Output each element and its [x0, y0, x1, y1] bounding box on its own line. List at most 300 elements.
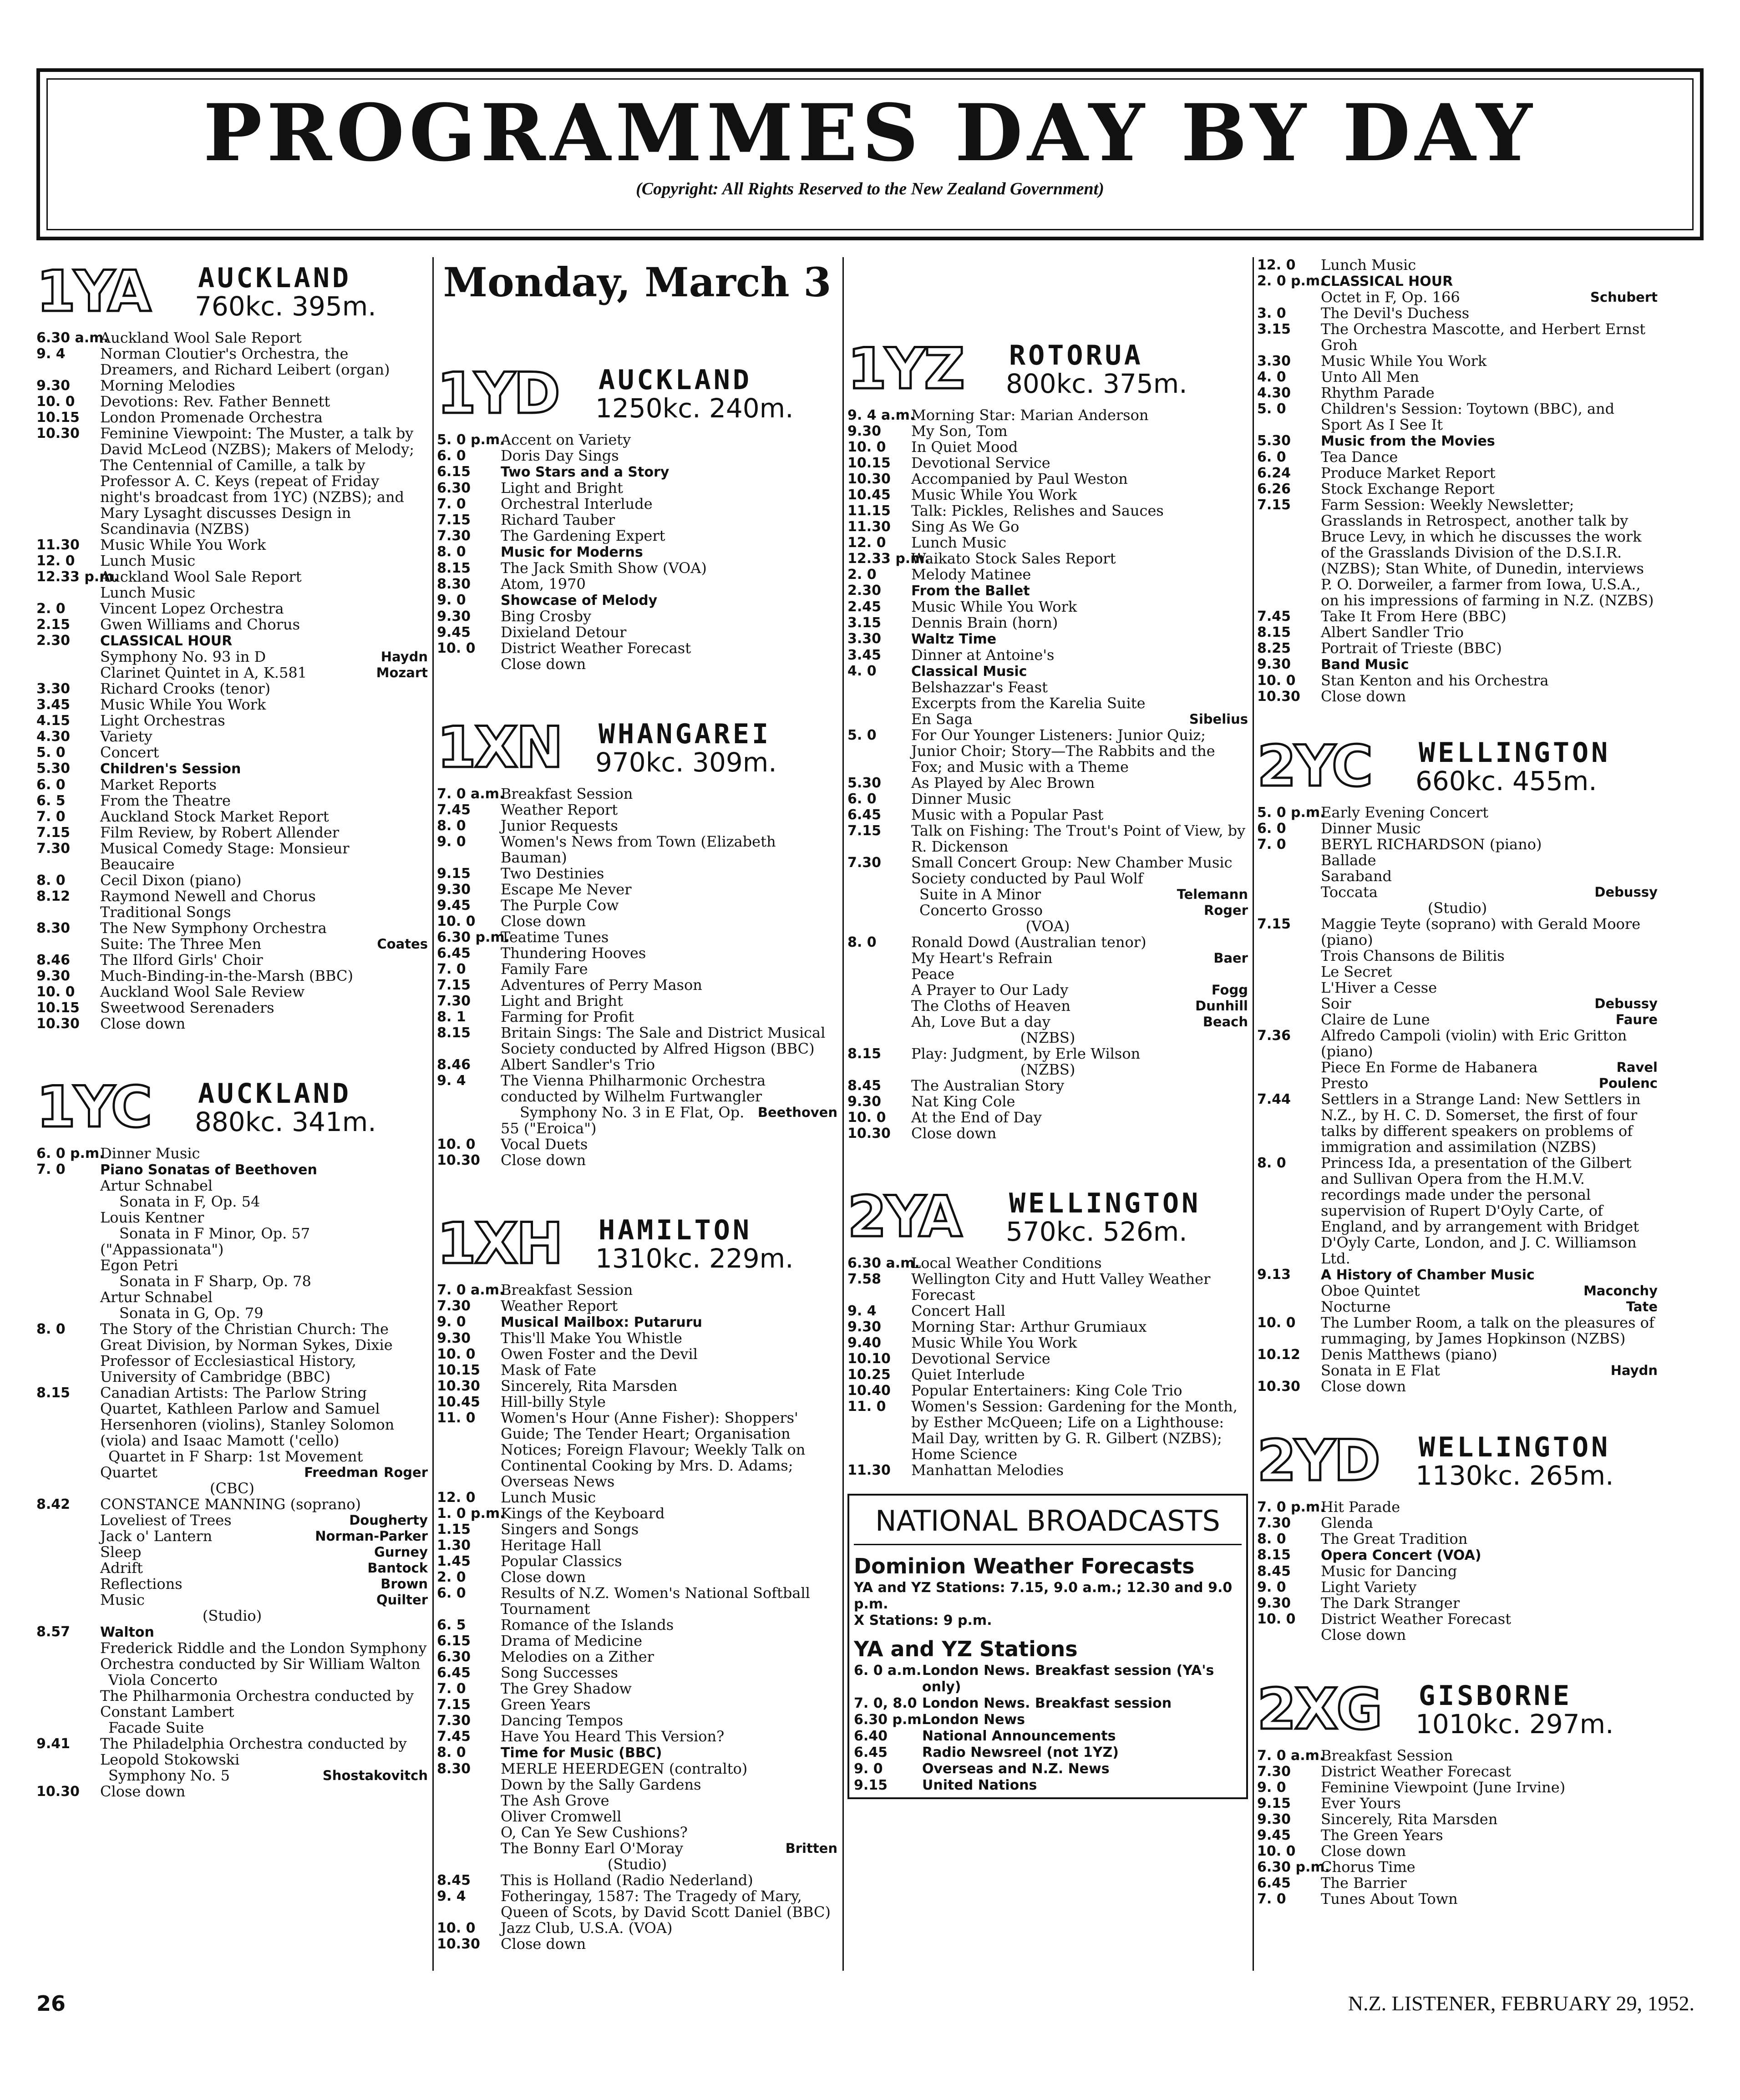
programme-time: 9. 0 — [1257, 1579, 1286, 1595]
programme-title: Talk on Fishing: The Trout's Point of View, by R. Dickenson — [911, 822, 1246, 855]
programme-row — [847, 583, 1248, 599]
programme-row — [437, 1872, 837, 1888]
programme-title: Concerto Grosso — [919, 902, 1043, 919]
programme-time: 9. 4 — [437, 1073, 466, 1089]
programme-title: En Saga — [911, 710, 973, 728]
programme-time: 9. 0 — [437, 1314, 466, 1330]
programme-title: The Ilford Girls' Choir — [100, 951, 263, 969]
station-header — [36, 1075, 428, 1139]
composer: Brown — [380, 1576, 428, 1592]
programme-time: 6. 5 — [36, 793, 66, 809]
programme-title: District Weather Forecast — [1321, 1763, 1512, 1780]
programme-row — [847, 982, 1248, 998]
programme-row — [437, 1537, 837, 1553]
programme-time: 9.40 — [847, 1335, 882, 1351]
programme-row — [1257, 1499, 1658, 1515]
programme-time: 10. 0 — [36, 394, 75, 410]
composer: Ravel — [1616, 1060, 1658, 1075]
spacer — [1257, 1643, 1658, 1675]
programme-title: Symphony No. 3 in E Flat, Op. 55 ("Eroica") — [501, 1104, 745, 1137]
programme-title: Musical Comedy Stage: Monsieur Beaucaire — [100, 840, 350, 873]
programme-row — [36, 1146, 428, 1162]
programme-time: 6. 0 — [847, 791, 877, 807]
programme-time: 7.15 — [1257, 916, 1291, 932]
programme-row — [1257, 1531, 1658, 1547]
programme-title: This is Holland (Radio Nederland) — [501, 1872, 753, 1889]
programme-row — [36, 569, 428, 585]
composer: Sibelius — [1189, 711, 1248, 727]
programme-title: Light and Bright — [501, 479, 623, 497]
programme-time: 11.30 — [847, 519, 891, 535]
programme-title: Richard Tauber — [501, 511, 615, 528]
programme-time: 11. 0 — [847, 1399, 886, 1415]
programme-title: Drama of Medicine — [501, 1632, 643, 1649]
programme-row — [1257, 1012, 1658, 1028]
programme-title: Raymond Newell and Chorus — [100, 888, 316, 905]
programme-time: 9.45 — [1257, 1827, 1291, 1843]
station-callsign: 1XN — [437, 715, 562, 781]
programme-title: Close down — [501, 1568, 586, 1586]
programme-title: Close down — [100, 1015, 186, 1032]
programme-title: Feminine Viewpoint (June Irvine) — [1321, 1779, 1566, 1796]
programme-row — [36, 1321, 428, 1385]
programme-row — [1257, 1091, 1658, 1155]
national-row — [854, 1663, 1242, 1695]
spacer — [437, 672, 837, 713]
composer: Haydn — [1610, 1363, 1658, 1378]
station-callsign: 1YZ — [847, 336, 963, 402]
programme-title: The Ash Grove — [501, 1792, 609, 1809]
programme-row — [36, 1608, 428, 1624]
programme-row — [36, 745, 428, 761]
programme-title: The Gardening Expert — [501, 527, 665, 544]
programme-row — [437, 1665, 837, 1681]
programme-row — [1257, 353, 1658, 369]
programme-title: BERYL RICHARDSON (piano) — [1321, 836, 1542, 853]
programme-time: 6.45 — [437, 945, 471, 961]
programme-title: Norman Cloutier's Orchestra, the Dreamers, and Richard Leibert (organ) — [100, 345, 390, 378]
programme-row — [36, 952, 428, 968]
programme-time: 10. 0 — [1257, 1843, 1296, 1859]
station-2ya — [847, 1185, 1248, 1478]
programme-title: District Weather Forecast — [1321, 1610, 1512, 1628]
programme-title: Light Variety — [1321, 1578, 1417, 1596]
composer: Dougherty — [349, 1512, 428, 1528]
programme-time: 3.15 — [847, 615, 882, 631]
programme-time: 8.30 — [437, 1761, 471, 1777]
programme-title: Dinner at Antoine's — [911, 646, 1055, 664]
programme-title: Music from the Movies — [1321, 433, 1495, 449]
programme-time: 5.30 — [36, 761, 71, 776]
programme-time: 6.45 — [854, 1745, 888, 1760]
programme-title: Local Weather Conditions — [911, 1254, 1102, 1272]
programme-row — [36, 1258, 428, 1273]
programme-title: National Announcements — [922, 1728, 1116, 1744]
programme-title: Le Secret — [1321, 963, 1392, 980]
programme-title: A Prayer to Our Lady — [911, 981, 1069, 999]
programme-time: 11.30 — [847, 1462, 891, 1478]
programme-row — [437, 592, 837, 609]
programme-time: 9.30 — [847, 1094, 882, 1110]
programme-title: The Barrier — [1321, 1874, 1407, 1892]
composer: Haydn — [380, 649, 428, 664]
masthead — [36, 68, 1704, 240]
national-row — [854, 1712, 1242, 1728]
column-rule — [842, 257, 844, 1971]
programme-row — [437, 1553, 837, 1569]
programme-time: 9. 0 — [1257, 1780, 1286, 1796]
programme-title: Close down — [501, 1935, 586, 1953]
programme-time: 8.25 — [1257, 640, 1291, 656]
national-row — [854, 1777, 1242, 1794]
programme-row — [36, 1624, 428, 1640]
programme-row — [1257, 689, 1658, 705]
programme-title: Vocal Duets — [501, 1136, 588, 1153]
programme-row — [36, 330, 428, 346]
programme-title: Quartet in F Sharp: 1st Movement — [108, 1448, 363, 1465]
programme-title: Adventures of Perry Mason — [501, 976, 702, 994]
programme-time: 6. 0 — [1257, 449, 1286, 465]
programme-title: (Studio) — [1427, 899, 1487, 917]
programme-time: 2. 0 p.m. — [1257, 273, 1325, 289]
programme-title: Oliver Cromwell — [501, 1808, 622, 1825]
programme-title: Adrift — [100, 1559, 143, 1577]
programme-title: At the End of Day — [911, 1109, 1042, 1126]
programme-row — [847, 695, 1248, 711]
programme-row — [847, 407, 1248, 423]
programme-title: Toccata — [1321, 883, 1378, 901]
programme-title: My Son, Tom — [911, 422, 1008, 440]
programme-time: 6.24 — [1257, 465, 1291, 481]
programme-time: 10. 0 — [437, 640, 476, 656]
programme-title: Facade Suite — [108, 1719, 204, 1736]
programme-row — [437, 1314, 837, 1330]
spacer — [847, 257, 1248, 335]
programme-row — [847, 1030, 1248, 1046]
programme-time: 8.45 — [1257, 1563, 1291, 1579]
programme-row — [437, 1394, 837, 1410]
programme-title: Sonata in G, Op. 79 — [119, 1304, 264, 1322]
programme-title: (Studio) — [607, 1856, 667, 1873]
programme-row — [847, 1399, 1248, 1462]
programme-time: 7.15 — [437, 1697, 471, 1713]
programme-title: Lunch Music — [911, 534, 1007, 551]
masthead-inner-border — [46, 78, 1694, 230]
programme-title: Breakfast Session — [1321, 1747, 1453, 1764]
programme-time: 8.15 — [1257, 1547, 1291, 1563]
programme-title: Two Stars and a Story — [501, 464, 670, 480]
programme-row — [847, 1303, 1248, 1319]
programme-title: The Grey Shadow — [501, 1680, 632, 1697]
programme-title: Morning Star: Marian Anderson — [911, 406, 1149, 424]
programme-row — [847, 1335, 1248, 1351]
programme-row — [847, 631, 1248, 647]
programme-row — [36, 1273, 428, 1289]
programme-row — [847, 1383, 1248, 1399]
programme-row — [437, 802, 837, 818]
programme-row — [437, 1506, 837, 1522]
programme-row — [437, 1713, 837, 1729]
composer: Quilter — [376, 1592, 428, 1608]
programme-title: Results of N.Z. Women's National Softball Tournament — [501, 1584, 810, 1618]
programme-row — [1257, 916, 1658, 948]
programme-title: Melody Matinee — [911, 566, 1031, 583]
programme-time: 7. 0 — [36, 1162, 66, 1177]
programme-row — [36, 761, 428, 777]
programme-row — [36, 1178, 428, 1194]
national-row — [854, 1761, 1242, 1777]
page-title: PROGRAMMES DAY BY DAY — [203, 86, 1537, 179]
date-heading: Monday, March 3 — [443, 259, 832, 306]
programme-row — [437, 1888, 837, 1920]
programme-time: 7. 0 a.m. — [437, 786, 505, 802]
programme-row — [1257, 1075, 1658, 1091]
programme-time: 12.33 p.m. — [847, 551, 930, 567]
programme-row — [36, 553, 428, 569]
programme-time: 7.15 — [437, 977, 471, 993]
programme-row — [437, 464, 837, 480]
programme-time: 10. 0 — [1257, 1315, 1296, 1331]
station-frequency: 1130kc. 265m. — [1415, 1460, 1614, 1491]
page-footer — [36, 1991, 1704, 2019]
programme-title: Chorus Time — [1321, 1858, 1415, 1876]
programme-title: Take It From Here (BBC) — [1321, 608, 1507, 625]
programme-time: 10.45 — [437, 1394, 480, 1410]
programme-row — [1257, 305, 1658, 321]
programme-title: Music While You Work — [911, 486, 1077, 503]
programme-time: 5. 0 — [1257, 401, 1286, 417]
publication-date: N.Z. LISTENER, FEBRUARY 29, 1952. — [1348, 1992, 1694, 2015]
programme-title: Sweetwood Serenaders — [100, 999, 274, 1016]
programme-time: 8.15 — [847, 1046, 882, 1062]
programme-title: Morning Star: Arthur Grumiaux — [911, 1318, 1147, 1335]
composer: Tate — [1626, 1299, 1658, 1314]
programme-time: 8.45 — [847, 1078, 882, 1094]
programme-row — [847, 823, 1248, 855]
programme-row — [847, 423, 1248, 439]
programme-time: 9. 0 — [437, 834, 466, 850]
station-callsign: 2YC — [1257, 734, 1371, 799]
programme-row — [437, 1378, 837, 1394]
programme-row — [847, 519, 1248, 535]
programme-time: 5. 0 p.m. — [1257, 805, 1325, 821]
programme-time: 11. 0 — [437, 1410, 476, 1426]
programme-row — [36, 1162, 428, 1178]
programme-title: Band Music — [1321, 657, 1409, 673]
programme-row — [437, 913, 837, 929]
programme-title: Radio Newsreel (not 1YZ) — [922, 1745, 1119, 1760]
programme-row — [36, 1194, 428, 1210]
programme-row — [1257, 1283, 1658, 1299]
programme-row — [1257, 1764, 1658, 1780]
programme-title: The Jack Smith Show (VOA) — [501, 559, 707, 577]
composer: Fogg — [1211, 982, 1248, 998]
programme-title: Talk: Pickles, Relishes and Sauces — [911, 502, 1164, 519]
programme-time: 10. 0 — [847, 439, 886, 455]
programme-time: 8.42 — [36, 1496, 71, 1512]
composer: Debussy — [1594, 884, 1658, 900]
programme-row — [437, 1729, 837, 1745]
programme-time: 7.45 — [1257, 609, 1291, 624]
station-header — [36, 260, 428, 324]
programme-time: 6.15 — [437, 464, 471, 480]
programme-row — [36, 1768, 428, 1784]
station-callsign: 1XH — [437, 1211, 562, 1277]
programme-row — [437, 1346, 837, 1362]
programme-title: Denis Matthews (piano) — [1321, 1346, 1497, 1363]
programme-title: Dinner Music — [100, 1145, 200, 1162]
programme-row — [847, 1367, 1248, 1383]
programme-title: In Quiet Mood — [911, 438, 1018, 456]
programme-title: Unto All Men — [1321, 368, 1419, 386]
programme-title: Down by the Sally Gardens — [501, 1776, 701, 1793]
programme-title: Traditional Songs — [100, 903, 231, 921]
programme-title: Excerpts from the Karelia Suite — [911, 695, 1146, 712]
programme-title: Melodies on a Zither — [501, 1648, 654, 1665]
composer: Schubert — [1590, 289, 1658, 305]
programme-row — [1257, 369, 1658, 385]
programme-row — [1257, 321, 1658, 353]
programme-row — [1257, 385, 1658, 401]
programme-title: Much-Binding-in-the-Marsh (BBC) — [100, 967, 353, 984]
programme-time: 7. 0 — [1257, 1891, 1286, 1907]
programme-time: 9.30 — [437, 1330, 471, 1346]
programme-title: Early Evening Concert — [1321, 804, 1489, 821]
programme-time: 2. 0 — [437, 1569, 466, 1585]
programme-title: Orchestral Interlude — [501, 495, 653, 512]
programme-time: 9.30 — [847, 423, 882, 439]
station-ixn — [437, 716, 837, 1168]
programme-row — [437, 929, 837, 945]
programme-row — [1257, 273, 1658, 289]
station-header — [1257, 1678, 1658, 1741]
programme-time: 6.45 — [437, 1665, 471, 1681]
programme-time: 6. 0 — [36, 777, 66, 793]
composer: Maconchy — [1583, 1283, 1658, 1299]
programme-title: Popular Classics — [501, 1552, 622, 1570]
programme-row — [847, 1271, 1248, 1303]
programme-time: 2.15 — [36, 617, 71, 633]
composer: Norman-Parker — [315, 1528, 428, 1544]
programme-title: Clarinet Quintet in A, K.581 — [100, 664, 307, 681]
programme-row — [1257, 640, 1658, 656]
programme-time: 5. 0 — [847, 727, 877, 743]
composer: Debussy — [1594, 996, 1658, 1011]
programme-row — [36, 793, 428, 809]
programme-time: 9.13 — [1257, 1267, 1291, 1283]
programme-row — [437, 1745, 837, 1761]
programme-title: Settlers in a Strange Land: New Settlers in N.Z., by H. C. D. Somerset, the first of four talks by different speakers on problems of immigration and assimilation (NZBS) — [1321, 1091, 1641, 1156]
composer: Bantock — [367, 1560, 428, 1576]
programme-time: 10. 0 — [1257, 673, 1296, 689]
programme-row — [1257, 465, 1658, 481]
programme-time: 4.30 — [1257, 385, 1291, 401]
weather-times-x: X Stations: 9 p.m. — [854, 1613, 992, 1628]
station-frequency: 880kc. 341m. — [195, 1106, 376, 1137]
programme-time: 2.30 — [847, 583, 882, 599]
programme-row — [437, 640, 837, 656]
programme-title: Concert Hall — [911, 1302, 1005, 1319]
programme-title: Children's Session — [100, 761, 241, 777]
programme-row — [437, 1809, 837, 1825]
programme-title: Octet in F, Op. 166 — [1321, 289, 1460, 306]
programme-row — [36, 968, 428, 984]
programme-row — [36, 1736, 428, 1768]
programme-time: 4. 0 — [1257, 369, 1286, 385]
weather-forecasts-heading: Dominion Weather Forecasts — [854, 1554, 1195, 1578]
programme-title: Feminine Viewpoint: The Muster, a talk by David McLeod (NZBS); Makers of Melody; The Centennial of Camille, a talk by Professor A. C. Keys (repeat of Friday night's broadcast from 1YC) (NZBS); and Mary Lysaght discusses Design in Scandinavia (NZBS) — [100, 425, 414, 538]
programme-row — [437, 1617, 837, 1633]
programme-row — [437, 977, 837, 993]
programme-row — [1257, 1891, 1658, 1907]
programme-time: 9.15 — [854, 1777, 888, 1793]
programme-title: Auckland Stock Market Report — [100, 808, 329, 825]
programme-title: Tea Dance — [1321, 448, 1398, 466]
programme-title: Sonata in F Minor, Op. 57 ("Appassionata") — [100, 1225, 310, 1258]
programme-time: 9.30 — [1257, 1811, 1291, 1827]
programme-time: 2. 0 — [847, 567, 877, 583]
programme-title: Play: Judgment, by Erle Wilson — [911, 1045, 1141, 1062]
programme-row — [437, 993, 837, 1009]
programme-time: 8. 0 — [437, 1745, 466, 1760]
programme-time: 7. 0 — [36, 809, 66, 825]
programme-row — [437, 1330, 837, 1346]
programme-time: 3. 0 — [1257, 305, 1286, 321]
programme-time: 9.30 — [437, 609, 471, 624]
programme-time: 8.15 — [437, 560, 471, 576]
programme-title: Thundering Hooves — [501, 944, 646, 962]
programme-row — [1257, 1780, 1658, 1796]
programme-row — [847, 1319, 1248, 1335]
programme-title: Sincerely, Rita Marsden — [1321, 1811, 1498, 1828]
composer: Coates — [377, 936, 428, 952]
programme-time: 2.30 — [36, 633, 71, 649]
programme-time: 12. 0 — [1257, 257, 1296, 273]
programme-time: 6. 0 — [437, 448, 466, 464]
programme-time: 7.45 — [437, 802, 471, 818]
programme-title: Reflections — [100, 1575, 183, 1593]
programme-row — [36, 1481, 428, 1496]
programme-row — [36, 904, 428, 920]
programme-row — [36, 585, 428, 601]
programme-title: Nat King Cole — [911, 1093, 1015, 1110]
programme-row — [36, 1210, 428, 1226]
programme-row — [847, 1110, 1248, 1126]
programme-row — [847, 680, 1248, 695]
programme-row — [1257, 624, 1658, 640]
programme-row — [437, 1936, 837, 1952]
programme-row — [847, 903, 1248, 918]
programme-time: 8.45 — [437, 1872, 471, 1888]
composer: Britten — [785, 1841, 837, 1856]
programme-row — [36, 1576, 428, 1592]
programme-title: L'Hiver a Cesse — [1321, 979, 1437, 996]
programme-time: 6.30 a.m. — [36, 330, 109, 346]
station-iya — [36, 260, 428, 1032]
programme-title: Britain Sings: The Sale and District Musical Society conducted by Alfred Higson (BBC) — [501, 1024, 826, 1057]
programme-title: Close down — [501, 913, 586, 930]
programme-time: 7.45 — [437, 1729, 471, 1745]
programme-row — [1257, 868, 1658, 884]
programme-row — [1257, 609, 1658, 624]
station-callsign: 1YA — [36, 259, 150, 325]
programme-time: 6.45 — [1257, 1875, 1291, 1891]
programme-row — [36, 1688, 428, 1720]
station-city: WELLINGTON — [1009, 1187, 1201, 1219]
programme-title: Auckland Wool Sale Review — [100, 983, 305, 1000]
programme-title: Princess Ida, a presentation of the Gilbert and Sullivan Opera from the H.M.V. recordings made under the personal supervision of Rupert D'Oyly Carte, of England, and by arrangement with Bridget D'Oyly Carte, London, and J. C. Williamson Ltd. — [1321, 1154, 1639, 1267]
programme-time: 8. 0 — [437, 544, 466, 560]
